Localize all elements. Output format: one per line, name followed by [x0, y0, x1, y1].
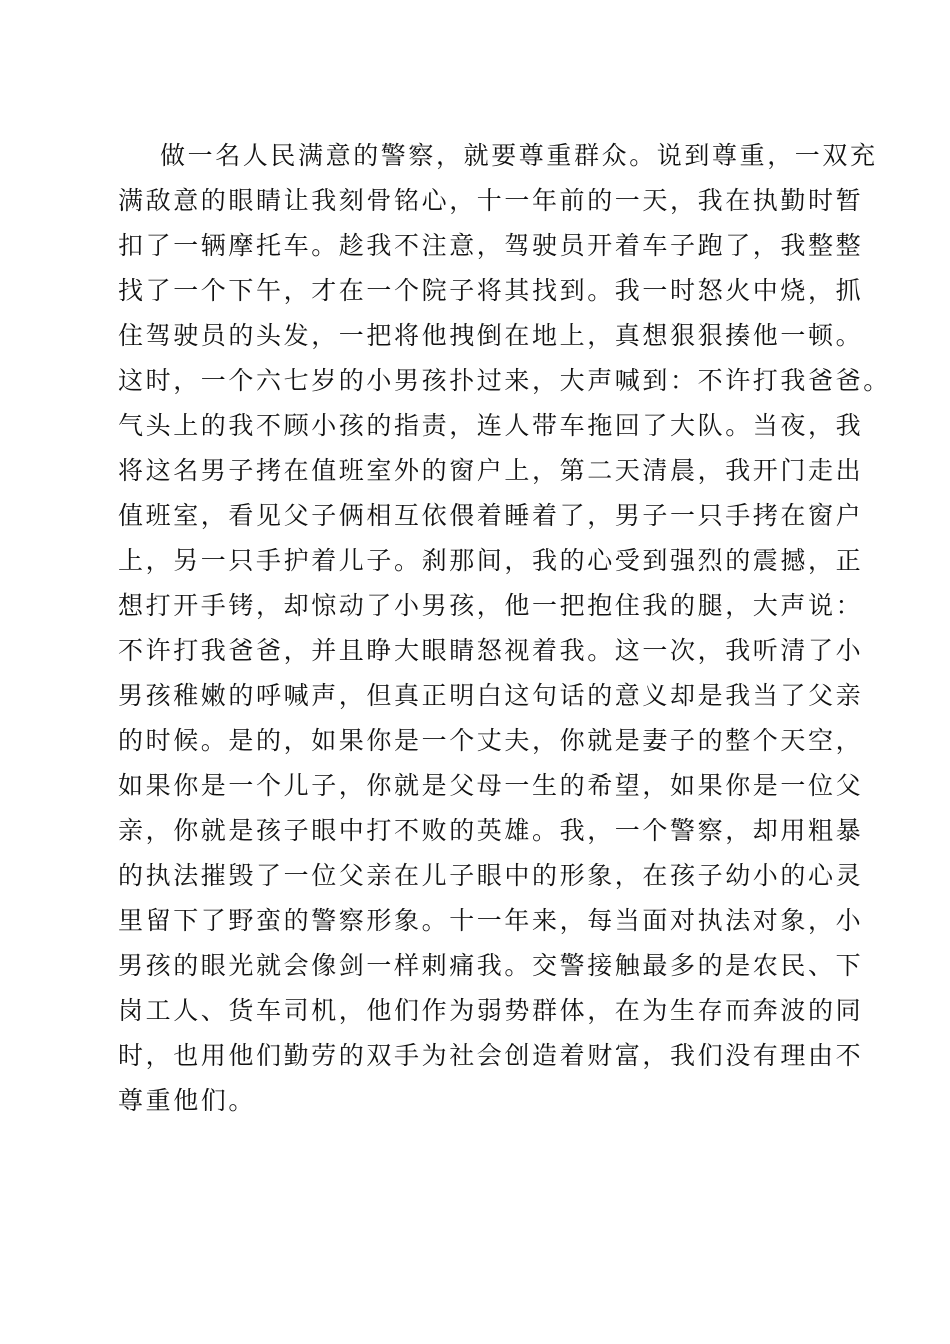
paragraph-line-8: 将这名男子拷在值班室外的窗户上，第二天清晨，我开门走出: [118, 456, 864, 485]
paragraph-line-5: 住驾驶员的头发，一把将他拽倒在地上，真想狠狠揍他一顿。: [118, 321, 864, 350]
paragraph-line-15: 如果你是一个儿子，你就是父母一生的希望，如果你是一位父: [118, 771, 864, 800]
paragraph-line-21: 时，也用他们勤劳的双手为社会创造着财富，我们没有理由不: [118, 1041, 864, 1070]
paragraph-line-2: 满敌意的眼睛让我刻骨铭心，十一年前的一天，我在执勤时暂: [118, 186, 864, 215]
paragraph-line-11: 想打开手铐，却惊动了小男孩，他一把抱住我的腿，大声说：: [118, 591, 864, 620]
paragraph-line-18: 里留下了野蛮的警察形象。十一年来，每当面对执法对象，小: [118, 906, 864, 935]
paragraph-line-9: 值班室，看见父子俩相互依偎着睡着了，男子一只手拷在窗户: [118, 501, 864, 530]
paragraph-line-19: 男孩的眼光就会像剑一样刺痛我。交警接触最多的是农民、下: [118, 951, 864, 980]
paragraph-line-1: 做一名人民满意的警察，就要尊重群众。说到尊重，一双充: [160, 141, 878, 170]
paragraph-line-7: 气头上的我不顾小孩的指责，连人带车拖回了大队。当夜，我: [118, 411, 864, 440]
paragraph-line-16: 亲，你就是孩子眼中打不败的英雄。我，一个警察，却用粗暴: [118, 816, 864, 845]
paragraph-line-20: 岗工人、货车司机，他们作为弱势群体，在为生存而奔波的同: [118, 996, 864, 1025]
paragraph-line-17: 的执法摧毁了一位父亲在儿子眼中的形象，在孩子幼小的心灵: [118, 861, 864, 890]
paragraph-line-6: 这时，一个六七岁的小男孩扑过来，大声喊到：不许打我爸爸。: [118, 366, 891, 395]
paragraph-line-13: 男孩稚嫩的呼喊声，但真正明白这句话的意义却是我当了父亲: [118, 681, 864, 710]
paragraph-line-14: 的时候。是的，如果你是一个丈夫，你就是妻子的整个天空，: [118, 726, 864, 755]
paragraph-line-22: 尊重他们。: [118, 1086, 257, 1115]
paragraph-line-4: 找了一个下午，才在一个院子将其找到。我一时怒火中烧，抓: [118, 276, 864, 305]
paragraph-line-3: 扣了一辆摩托车。趁我不注意，驾驶员开着车子跑了，我整整: [118, 231, 864, 260]
paragraph-line-10: 上，另一只手护着儿子。刹那间，我的心受到强烈的震撼，正: [118, 546, 864, 575]
paragraph-line-12: 不许打我爸爸，并且睁大眼睛怒视着我。这一次，我听清了小: [118, 636, 864, 665]
